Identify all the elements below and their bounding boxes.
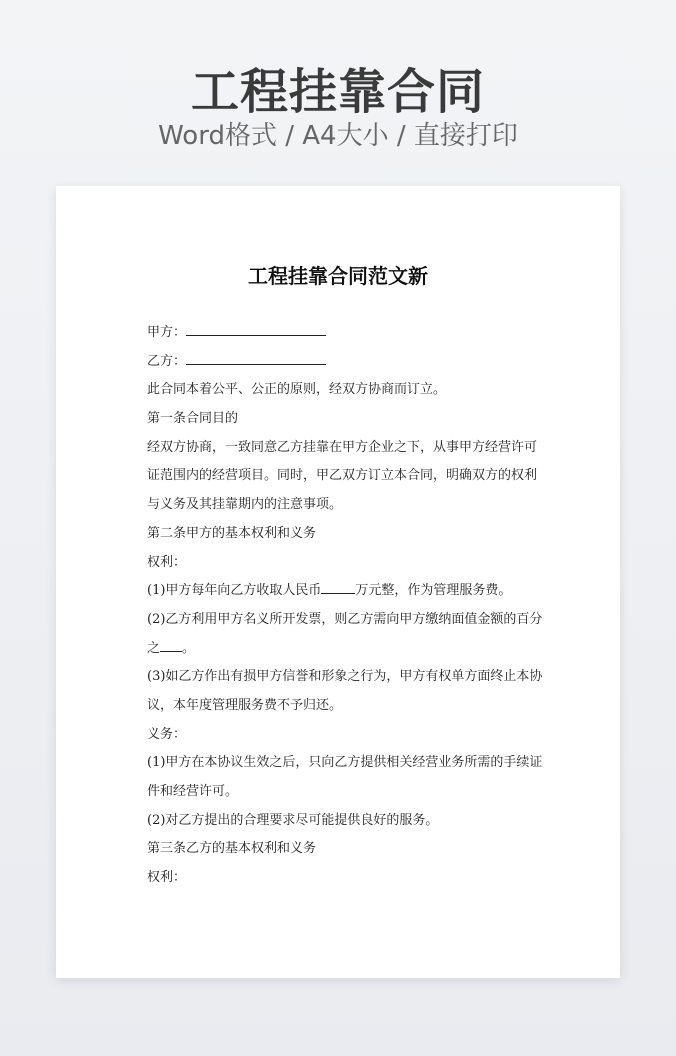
obligations-label: 义务： [147, 726, 187, 742]
party-b-blank [186, 350, 326, 365]
percent-blank [160, 637, 182, 652]
article-1-heading: 第一条合同目的 [147, 411, 239, 427]
right-3-line-2: 议，本年度管理服务费不予归还。 [147, 697, 343, 713]
obligation-2: (2)对乙方提出的合理要求尽可能提供良好的服务。 [147, 812, 439, 828]
banner-subtitle: Word格式 / A4大小 / 直接打印 [158, 121, 518, 151]
party-a-label: 甲方： [147, 325, 187, 340]
article-1-line-1: 经双方协商，一致同意乙方挂靠在甲方企业之下，从事甲方经营许可 [147, 439, 538, 455]
intro-paragraph: 此合同本着公平、公正的原则，经双方协商而订立。 [147, 382, 447, 398]
right-3-line-1: (3)如乙方作出有损甲方信誉和形象之行为，甲方有权单方面终止本协 [147, 669, 543, 685]
article-1-line-2: 证范围内的经营项目。同时，甲乙双方订立本合同，明确双方的权利 [147, 468, 538, 484]
party-b-label: 乙方： [147, 353, 187, 369]
right-1 [147, 577, 537, 606]
document-title: 工程挂靠合同范文新 [248, 264, 428, 288]
right-1-after: 万元整，作为管理服务费。 [355, 583, 512, 599]
document-page [56, 186, 620, 978]
article-1-line-3: 与义务及其挂靠期内的注意事项。 [147, 497, 343, 513]
right-2-line-1: (2)乙方利用甲方名义所开发票，则乙方需向甲方缴纳面值金额的百分 [147, 611, 543, 627]
obligation-1-line-1: (1)甲方在本协议生效之后，只向乙方提供相关经营业务所需的手续证 [147, 755, 543, 771]
party-a-blank [186, 321, 326, 336]
document-body [147, 319, 543, 893]
article-3-heading: 第三条乙方的基本权利和义务 [147, 841, 317, 857]
money-blank [321, 579, 355, 594]
right-2-line-2 [147, 635, 537, 664]
rights-label-2: 权利： [147, 870, 187, 886]
party-b-line [147, 348, 537, 377]
banner [0, 0, 676, 186]
right-2-line-2-after: 。 [182, 640, 196, 656]
right-2-line-2-before: 之 [147, 640, 161, 656]
rights-label: 权利： [147, 554, 187, 570]
right-1-before: (1)甲方每年向乙方收取人民币 [147, 583, 322, 599]
article-2-heading: 第二条甲方的基本权利和义务 [147, 525, 317, 541]
obligation-1-line-2: 件和经营许可。 [147, 784, 239, 799]
party-a-line [147, 319, 537, 348]
banner-title: 工程挂靠合同 [190, 64, 485, 120]
